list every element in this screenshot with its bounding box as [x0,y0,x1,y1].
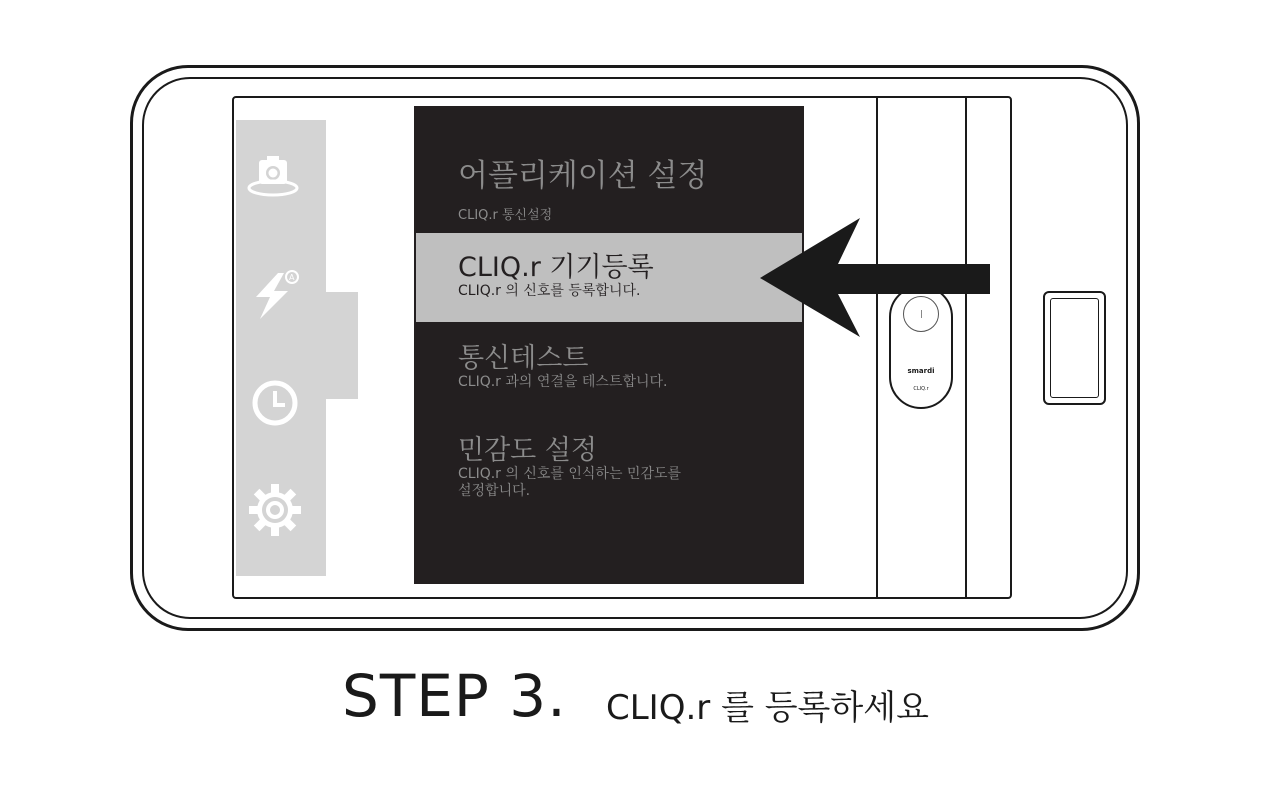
menu-item-desc: 설정합니다. [458,483,531,499]
menu-item-desc: CLIQ.r 의 신호를 등록합니다. [458,283,641,299]
device-model: CLIQ.r [913,386,929,392]
menu-item-comm-test[interactable]: 통신테스트 [458,343,589,374]
menu-item-desc: CLIQ.r 의 신호를 인식하는 민감도를 [458,466,682,482]
device-brand: smardi [907,367,935,375]
menu-item-sensitivity[interactable]: 민감도 설정 [458,435,597,466]
menu-header-title: 어플리케이션 설정 [458,158,708,194]
menu-item-desc: CLIQ.r 과의 연결을 테스트합니다. [458,374,668,390]
svg-text:A: A [289,273,295,282]
menu-header-subtitle: CLIQ.r 통신설정 [458,208,553,223]
step-instruction: CLIQ.r 를 등록하세요 [606,688,929,728]
step-label: STEP 3. [342,662,567,730]
menu-item-title: CLIQ.r 기기등록 [458,252,654,283]
